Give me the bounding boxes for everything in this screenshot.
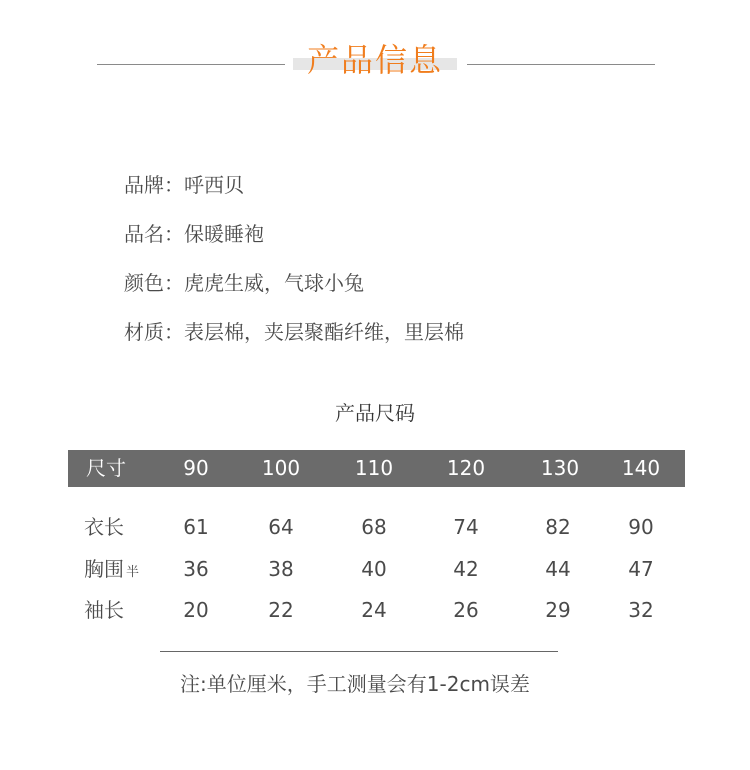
measurement-note: 注:单位厘米，手工测量会有1-2cm误差	[180, 672, 530, 696]
row-label-sleeve	[84, 597, 124, 623]
row-label-sub: 半	[126, 565, 140, 580]
table-cell: 82	[545, 515, 571, 539]
table-cell: 44	[545, 557, 571, 581]
row-label-text: 衣长	[84, 515, 124, 539]
info-material: 材质：表层棉，夹层聚酯纤维，里层棉	[124, 320, 464, 344]
table-cell: 20	[183, 598, 209, 622]
table-cell: 26	[453, 598, 479, 622]
table-cell: 24	[361, 598, 387, 622]
table-cell: 40	[361, 557, 387, 581]
table-cell: 32	[628, 598, 654, 622]
header-divider-right	[467, 64, 655, 65]
size-col: 90	[183, 456, 209, 480]
size-table-header	[68, 450, 685, 487]
row-label-text: 胸围	[84, 557, 124, 581]
size-col: 120	[446, 456, 486, 480]
table-cell: 36	[183, 557, 209, 581]
info-name: 品名：保暖睡袍	[124, 222, 264, 246]
header-label: 尺寸	[86, 456, 126, 480]
header-divider-left	[97, 64, 285, 65]
info-color: 颜色：虎虎生威，气球小兔	[124, 271, 364, 295]
size-col: 130	[540, 456, 580, 480]
size-col: 140	[621, 456, 661, 480]
row-label-length	[84, 514, 124, 540]
table-cell: 42	[453, 557, 479, 581]
size-col: 110	[354, 456, 394, 480]
table-cell: 64	[268, 515, 294, 539]
table-cell: 22	[268, 598, 294, 622]
footer-divider	[160, 651, 558, 652]
table-cell: 74	[453, 515, 479, 539]
row-label-text: 袖长	[84, 598, 124, 622]
row-label-chest	[84, 556, 139, 586]
table-cell: 68	[361, 515, 387, 539]
table-cell: 61	[183, 515, 209, 539]
size-table-title: 产品尺码	[335, 401, 415, 425]
size-col: 100	[261, 456, 301, 480]
table-cell: 47	[628, 557, 654, 581]
table-cell: 38	[268, 557, 294, 581]
table-cell: 90	[628, 515, 654, 539]
table-cell: 29	[545, 598, 571, 622]
section-title: 产品信息	[306, 41, 443, 79]
info-brand: 品牌：呼西贝	[124, 173, 244, 197]
